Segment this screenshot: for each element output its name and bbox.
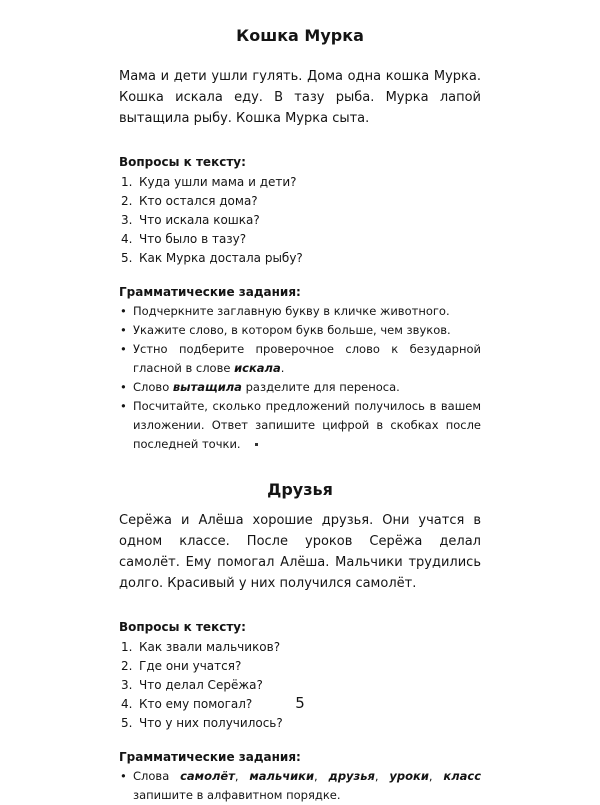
story-text: Серёжа и Алёша хорошие друзья. Они учатся в одном классе. После уроков Серёжа делал самолёт. Ему помогал Алёша. Мальчики трудились долго. Красивый у них получился самолёт. [119, 513, 481, 591]
question-item: 4. Что было в тазу? [121, 232, 247, 246]
section-koshka-murka [119, 26, 481, 454]
story-text: Мама и дети ушли гулять. Дома одна кошка Мурка. Кошка искала еду. В тазу рыба. Мурка лапой вытащила рыбу. Кошка Мурка сыта. [119, 69, 481, 126]
emphasized-word: друзья [328, 769, 375, 783]
question-item: 2. Где они учатся? [121, 659, 242, 673]
emphasized-word: класс [443, 769, 482, 783]
questions-heading: Вопросы к тексту: [119, 155, 246, 169]
grammar-task: • Слова самолёт, мальчики, друзья, уроки, класс запишите в алфавитном порядке. [120, 769, 482, 802]
questions-list [119, 173, 481, 268]
question-item: 1. Куда ушли мама и дети? [121, 175, 297, 189]
grammar-task: • Укажите слово, в котором букв больше, чем звуков. [120, 323, 451, 337]
grammar-heading: Грамматические задания: [119, 285, 301, 299]
grammar-heading: Грамматические задания: [119, 750, 301, 764]
section-title: Кошка Мурка [236, 26, 364, 45]
grammar-tasks-list [119, 767, 481, 805]
grammar-task: • Слово вытащила разделите для переноса. [120, 380, 400, 394]
grammar-task: • Устно подберите проверочное слово к безударной гласной в слове искала. [120, 342, 481, 375]
questions-list [119, 638, 481, 733]
section-title: Друзья [267, 480, 333, 499]
question-item: 2. Кто остался дома? [121, 194, 258, 208]
questions-heading: Вопросы к тексту: [119, 620, 246, 634]
emphasized-word: уроки [389, 769, 429, 783]
emphasized-word: искала [234, 361, 281, 375]
page-content [119, 26, 481, 805]
emphasized-word: вытащила [172, 380, 242, 394]
grammar-task: • Посчитайте, сколько предложений получилось в вашем изложении. Ответ запишите цифрой в скобках после последней точки. [120, 399, 481, 451]
question-item: 5. Как Мурка достала рыбу? [121, 251, 303, 265]
emphasized-word: самолёт [180, 769, 235, 783]
question-item: 4. Кто ему помогал? [121, 697, 253, 711]
question-item: 5. Что у них получилось? [121, 716, 283, 730]
stray-dot-mark [255, 443, 258, 446]
emphasized-word: мальчики [249, 769, 315, 783]
question-item: 1. Как звали мальчиков? [121, 640, 281, 654]
question-item: 3. Что искала кошка? [121, 213, 260, 227]
grammar-tasks-list [119, 302, 481, 454]
section-druzya [119, 480, 481, 805]
grammar-task: • Подчеркните заглавную букву в кличке животного. [120, 304, 450, 318]
page-number: 5 [295, 694, 305, 712]
question-item: 3. Что делал Серёжа? [121, 678, 263, 692]
